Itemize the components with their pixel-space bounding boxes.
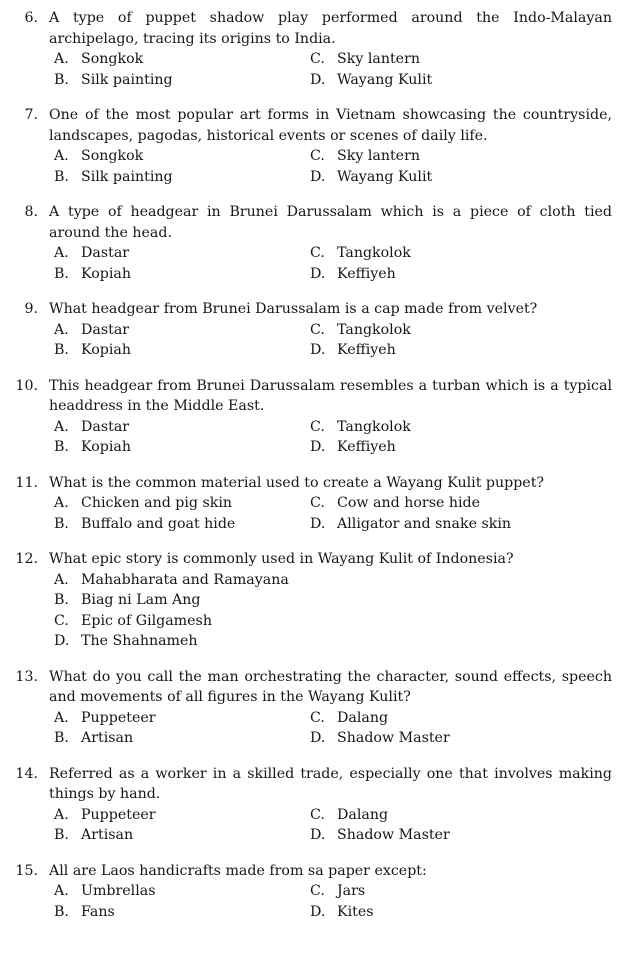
option-letter: D. bbox=[54, 633, 70, 649]
question-number: 8. bbox=[24, 204, 38, 220]
question-body bbox=[49, 299, 612, 361]
option-letter: C. bbox=[310, 495, 325, 511]
answer-option bbox=[310, 728, 612, 749]
question-number: 9. bbox=[24, 301, 38, 317]
option-letter: B. bbox=[54, 827, 69, 843]
answer-option bbox=[310, 49, 612, 70]
answer-option bbox=[310, 167, 612, 188]
option-text: Artisan bbox=[81, 730, 134, 746]
question-item bbox=[8, 667, 612, 749]
option-letter: D. bbox=[310, 439, 326, 455]
answer-option bbox=[310, 437, 612, 458]
option-text: Silk painting bbox=[81, 168, 173, 185]
question-text: All are Laos handicrafts made from sa paper except: bbox=[49, 862, 427, 879]
answer-option bbox=[54, 320, 310, 341]
answer-option bbox=[54, 437, 310, 458]
question-text: Referred as a worker in a skilled trade, especially one that involves making things by hand. bbox=[49, 765, 612, 802]
answer-option bbox=[54, 611, 612, 632]
answer-options bbox=[49, 570, 612, 652]
option-text: Dalang bbox=[337, 709, 389, 726]
answer-option bbox=[54, 902, 310, 923]
option-text: Kopiah bbox=[81, 265, 131, 282]
question-body bbox=[49, 667, 612, 749]
question-text: What do you call the man orchestrating the character, sound effects, speech and movements of all figures in the Wayang Kulit? bbox=[49, 668, 612, 705]
question-number: 13. bbox=[15, 668, 38, 685]
question-item bbox=[8, 8, 612, 90]
question-text: What is the common material used to create a Wayang Kulit puppet? bbox=[49, 474, 545, 491]
option-letter: D. bbox=[310, 827, 326, 843]
answer-option bbox=[54, 728, 310, 749]
answer-option bbox=[54, 881, 310, 902]
option-text: Silk painting bbox=[81, 71, 173, 88]
option-letter: C. bbox=[310, 148, 325, 164]
question-item bbox=[8, 299, 612, 361]
answer-options bbox=[49, 881, 612, 922]
answer-options bbox=[49, 146, 612, 187]
option-letter: B. bbox=[54, 903, 69, 920]
answer-options bbox=[49, 243, 612, 284]
option-letter: C. bbox=[310, 418, 325, 435]
option-letter: A. bbox=[54, 806, 69, 823]
option-letter: A. bbox=[54, 51, 69, 67]
option-letter: C. bbox=[54, 612, 69, 629]
option-text: Alligator and snake skin bbox=[337, 515, 512, 532]
option-letter: D. bbox=[310, 903, 326, 920]
option-text: Wayang Kulit bbox=[337, 71, 433, 88]
option-letter: D. bbox=[310, 71, 326, 88]
question-text: What epic story is commonly used in Wayang Kulit of Indonesia? bbox=[49, 551, 514, 567]
question-number: 12. bbox=[15, 551, 38, 567]
option-text: The Shahnameh bbox=[81, 633, 198, 649]
answer-option bbox=[54, 340, 310, 361]
question-number: 7. bbox=[24, 107, 38, 123]
option-text: Shadow Master bbox=[337, 827, 450, 843]
answer-option bbox=[54, 167, 310, 188]
option-text: Kopiah bbox=[81, 342, 131, 358]
option-text: Wayang Kulit bbox=[337, 168, 433, 185]
option-text: Songkok bbox=[81, 51, 144, 67]
option-letter: A. bbox=[54, 883, 69, 899]
option-text: Cow and horse hide bbox=[337, 495, 481, 511]
question-body bbox=[49, 105, 612, 187]
option-letter: B. bbox=[54, 439, 69, 455]
option-letter: B. bbox=[54, 71, 69, 88]
answer-options bbox=[49, 805, 612, 846]
answer-option bbox=[54, 49, 310, 70]
answer-options bbox=[49, 49, 612, 90]
option-letter: A. bbox=[54, 245, 69, 261]
option-text: Buffalo and goat hide bbox=[81, 515, 236, 532]
answer-option bbox=[54, 805, 310, 826]
option-text: Puppeteer bbox=[81, 709, 156, 726]
option-letter: D. bbox=[310, 265, 326, 282]
answer-option bbox=[310, 708, 612, 729]
option-letter: C. bbox=[310, 709, 325, 726]
answer-option bbox=[54, 146, 310, 167]
question-item bbox=[8, 861, 612, 923]
answer-option bbox=[310, 881, 612, 902]
option-letter: D. bbox=[310, 168, 326, 185]
option-letter: D. bbox=[310, 730, 326, 746]
option-text: Songkok bbox=[81, 148, 144, 164]
option-text: Sky lantern bbox=[337, 51, 420, 67]
answer-option bbox=[54, 590, 612, 611]
option-text: Shadow Master bbox=[337, 730, 450, 746]
option-text: Epic of Gilgamesh bbox=[81, 612, 212, 629]
question-text: This headgear from Brunei Darussalam resembles a turban which is a typical headdress in the Middle East. bbox=[49, 377, 612, 414]
question-list bbox=[8, 8, 612, 922]
option-text: Chicken and pig skin bbox=[81, 495, 233, 511]
option-text: Tangkolok bbox=[337, 245, 411, 261]
answer-option bbox=[310, 70, 612, 91]
option-letter: A. bbox=[54, 321, 69, 338]
answer-option bbox=[54, 631, 612, 652]
question-body bbox=[49, 549, 612, 652]
question-text: A type of headgear in Brunei Darussalam which is a piece of cloth tied around the head. bbox=[49, 204, 612, 241]
answer-options bbox=[49, 417, 612, 458]
answer-option bbox=[54, 70, 310, 91]
option-text: Umbrellas bbox=[81, 883, 156, 899]
option-letter: D. bbox=[310, 342, 326, 358]
answer-option bbox=[54, 417, 310, 438]
answer-option bbox=[310, 264, 612, 285]
option-text: Kites bbox=[337, 903, 374, 920]
question-body bbox=[49, 376, 612, 458]
question-number: 15. bbox=[15, 862, 38, 879]
option-letter: C. bbox=[310, 883, 325, 899]
option-text: Kopiah bbox=[81, 439, 131, 455]
answer-option bbox=[310, 340, 612, 361]
option-text: Puppeteer bbox=[81, 806, 156, 823]
question-body bbox=[49, 473, 612, 535]
option-text: Artisan bbox=[81, 827, 134, 843]
answer-option bbox=[54, 514, 310, 535]
option-text: Tangkolok bbox=[337, 321, 411, 338]
option-text: Dastar bbox=[81, 418, 130, 435]
question-item bbox=[8, 202, 612, 284]
answer-option bbox=[310, 514, 612, 535]
answer-option bbox=[54, 708, 310, 729]
answer-option bbox=[310, 902, 612, 923]
option-letter: C. bbox=[310, 321, 325, 338]
option-letter: B. bbox=[54, 515, 69, 532]
question-text: What headgear from Brunei Darussalam is a cap made from velvet? bbox=[49, 301, 538, 317]
answer-option bbox=[54, 243, 310, 264]
answer-option bbox=[310, 417, 612, 438]
option-text: Keffiyeh bbox=[337, 439, 396, 455]
option-letter: B. bbox=[54, 592, 69, 608]
question-item bbox=[8, 105, 612, 187]
option-text: Dastar bbox=[81, 321, 130, 338]
option-text: Keffiyeh bbox=[337, 342, 396, 358]
question-body bbox=[49, 202, 612, 284]
option-letter: C. bbox=[310, 806, 325, 823]
answer-option bbox=[310, 493, 612, 514]
answer-option bbox=[54, 825, 310, 846]
question-item bbox=[8, 764, 612, 846]
question-number: 11. bbox=[15, 474, 38, 491]
question-item bbox=[8, 376, 612, 458]
question-item bbox=[8, 473, 612, 535]
question-body bbox=[49, 764, 612, 846]
option-text: Mahabharata and Ramayana bbox=[81, 571, 289, 588]
answer-option bbox=[54, 493, 310, 514]
question-body bbox=[49, 8, 612, 90]
question-number: 6. bbox=[24, 10, 38, 26]
option-text: Biag ni Lam Ang bbox=[81, 592, 201, 608]
option-text: Keffiyeh bbox=[337, 265, 396, 282]
option-letter: A. bbox=[54, 571, 69, 588]
option-letter: A. bbox=[54, 495, 69, 511]
option-letter: A. bbox=[54, 148, 69, 164]
option-letter: D. bbox=[310, 515, 326, 532]
option-letter: C. bbox=[310, 51, 325, 67]
question-number: 10. bbox=[15, 377, 38, 394]
answer-options bbox=[49, 708, 612, 749]
answer-option bbox=[54, 264, 310, 285]
option-letter: A. bbox=[54, 418, 69, 435]
option-letter: C. bbox=[310, 245, 325, 261]
option-text: Dalang bbox=[337, 806, 389, 823]
option-letter: B. bbox=[54, 730, 69, 746]
option-text: Jars bbox=[337, 883, 366, 899]
option-text: Sky lantern bbox=[337, 148, 420, 164]
answer-option bbox=[310, 805, 612, 826]
question-number: 14. bbox=[15, 765, 38, 782]
option-text: Fans bbox=[81, 903, 115, 920]
question-item bbox=[8, 549, 612, 652]
answer-options bbox=[49, 493, 612, 534]
question-text: A type of puppet shadow play performed around the Indo-Malayan archipelago, tracing its origins to India. bbox=[49, 10, 612, 47]
question-body bbox=[49, 861, 612, 923]
answer-options bbox=[49, 320, 612, 361]
option-letter: A. bbox=[54, 709, 69, 726]
answer-option bbox=[310, 825, 612, 846]
option-text: Dastar bbox=[81, 245, 130, 261]
option-text: Tangkolok bbox=[337, 418, 411, 435]
option-letter: B. bbox=[54, 168, 69, 185]
question-text: One of the most popular art forms in Vietnam showcasing the countryside, landscapes, pagodas, historical events or scenes of daily life. bbox=[49, 107, 612, 144]
answer-option bbox=[310, 320, 612, 341]
answer-option bbox=[310, 243, 612, 264]
option-letter: B. bbox=[54, 342, 69, 358]
answer-option bbox=[310, 146, 612, 167]
option-letter: B. bbox=[54, 265, 69, 282]
answer-option bbox=[54, 570, 612, 591]
